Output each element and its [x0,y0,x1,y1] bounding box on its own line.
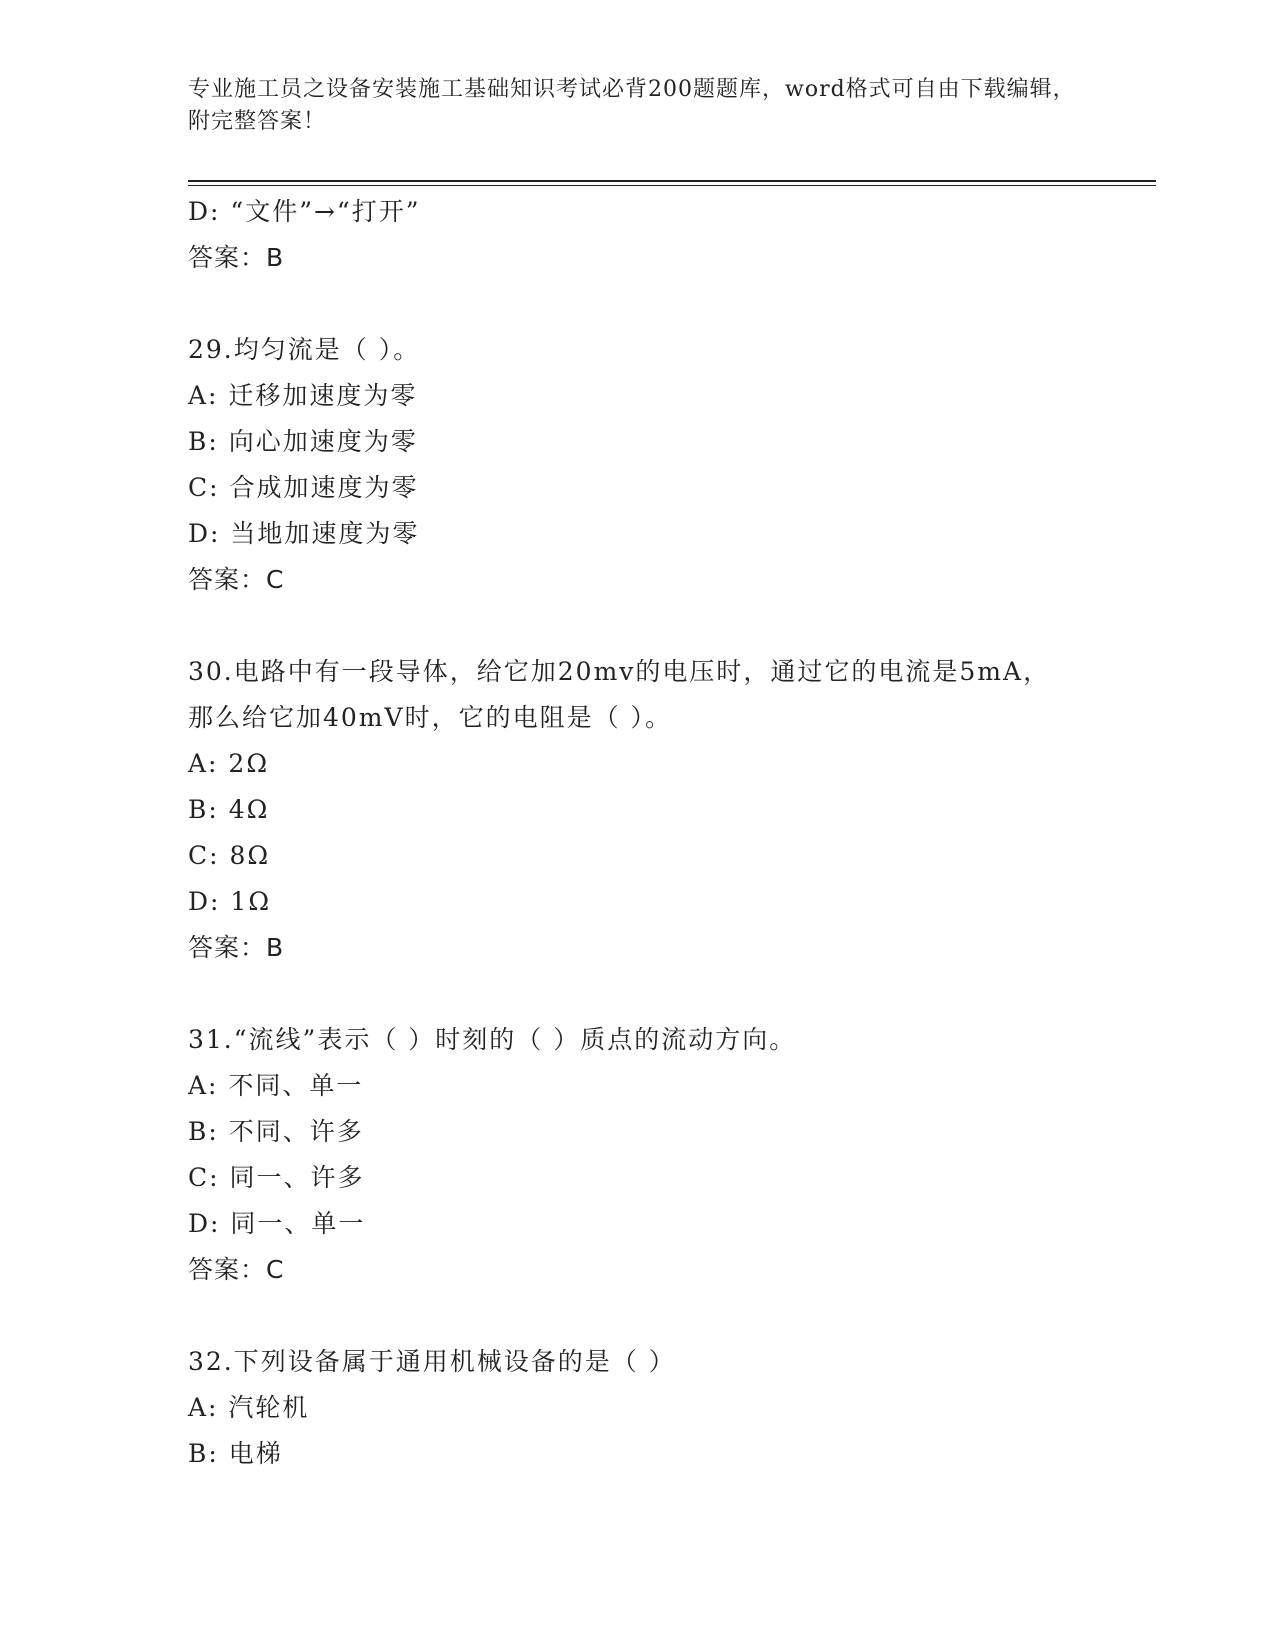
spacer [188,1293,1148,1339]
option-a: A: 2Ω [188,749,270,778]
question-stem: 29.均匀流是（ ）。 [188,335,421,364]
question-stem: 31.“流线”表示（ ）时刻的（ ）质点的流动方向。 [188,1025,797,1054]
question-stem-line-2: 那么给它加40mV时，它的电阻是（ ）。 [188,703,673,732]
option-a: A: 迁移加速度为零 [188,381,418,410]
option-c: C: 合成加速度为零 [188,473,419,502]
answer-label: 答案：C [188,1255,285,1284]
option-a: A: 不同、单一 [188,1071,364,1100]
question-28-continued [188,189,1148,281]
spacer [188,971,1148,1017]
spacer [188,603,1148,649]
question-30 [188,649,1148,971]
option-d: D: 同一、单一 [188,1209,366,1238]
option-b: B: 不同、许多 [188,1117,364,1146]
question-29 [188,327,1148,603]
question-stem-line-1: 30.电路中有一段导体，给它加20mv的电压时，通过它的电流是5mA， [188,657,1051,686]
option-b: B: 4Ω [188,795,270,824]
question-31 [188,1017,1148,1293]
answer-label: 答案：B [188,243,285,272]
question-32 [188,1339,1148,1477]
answer-label: 答案：B [188,933,285,962]
option-d: D: “文件”→“打开” [188,197,421,226]
option-d: D: 1Ω [188,887,272,916]
answer-label: 答案：C [188,565,285,594]
header-divider-thin [188,185,1156,186]
spacer [188,281,1148,327]
option-d: D: 当地加速度为零 [188,519,420,548]
option-c: C: 同一、许多 [188,1163,365,1192]
header-divider-thick [188,180,1156,182]
option-c: C: 8Ω [188,841,271,870]
option-b: B: 电梯 [188,1439,283,1468]
option-a: A: 汽轮机 [188,1393,310,1422]
document-header: 专业施工员之设备安装施工基础知识考试必背200题题库，word格式可自由下载编辑，附完整答案！ [188,77,1076,134]
option-b: B: 向心加速度为零 [188,427,418,456]
question-list [188,189,1148,1477]
question-stem: 32.下列设备属于通用机械设备的是（ ） [188,1347,676,1376]
